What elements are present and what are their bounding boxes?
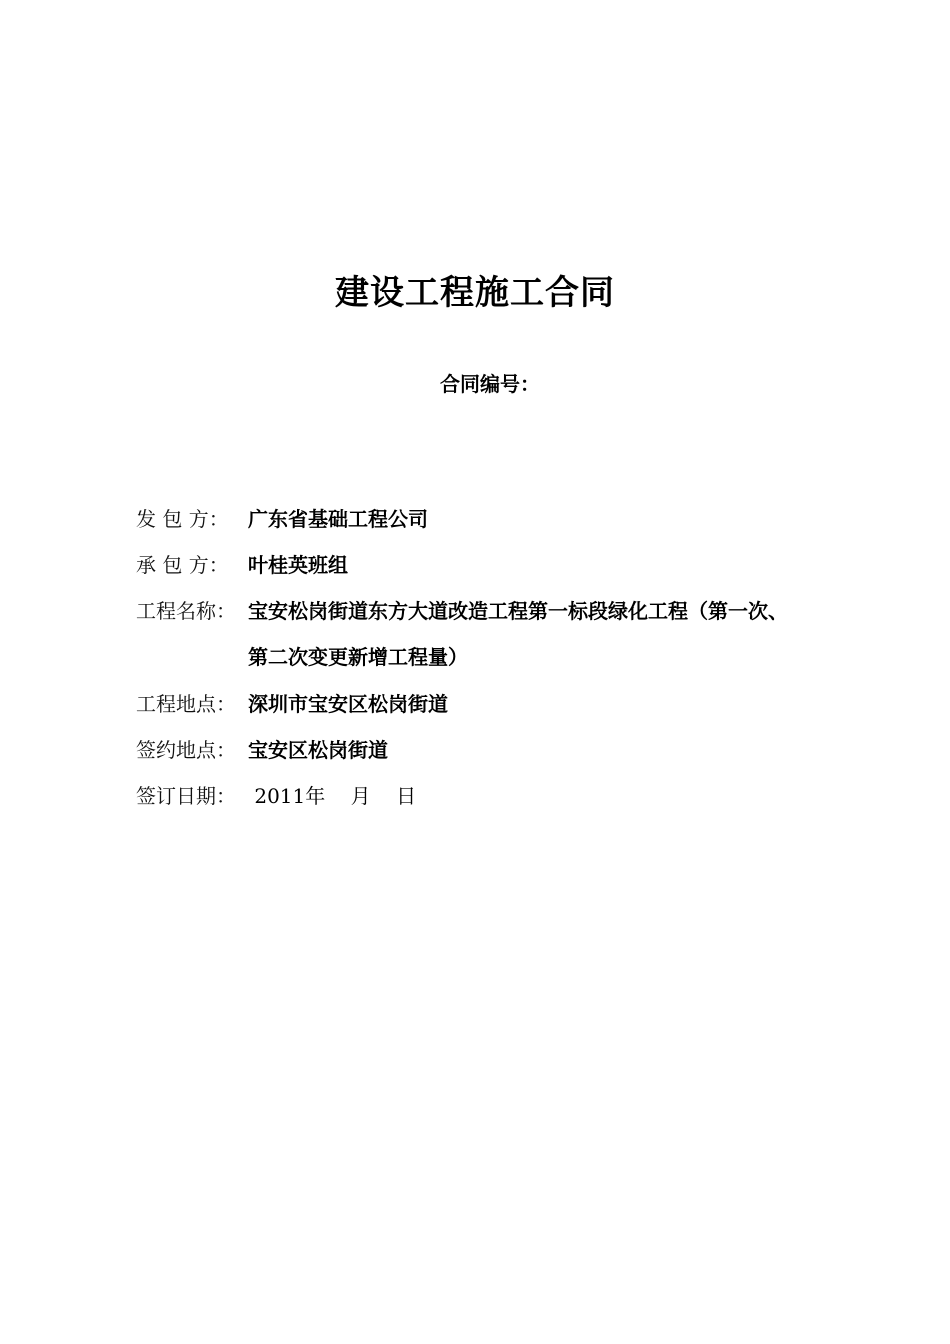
employer-value: 广东省基础工程公司 (248, 507, 428, 531)
signing-location-label: 签约地点： (136, 738, 236, 762)
project-location-label: 工程地点： (136, 692, 236, 716)
project-name-value-line1: 宝安松岗街道东方大道改造工程第一标段绿化工程（第一次、 (248, 599, 788, 623)
signing-date-value: 2011年 月 日 (248, 784, 417, 808)
contract-number-label: 合同编号： (440, 372, 540, 396)
employer-row (136, 502, 428, 536)
document-title: 建设工程施工合同 (335, 273, 615, 313)
signing-date-row (136, 779, 416, 813)
signing-date-label: 签订日期： (136, 784, 236, 808)
signing-location-row (136, 733, 388, 767)
project-name-row (136, 594, 788, 628)
contractor-value: 叶桂英班组 (248, 553, 348, 577)
project-location-row (136, 687, 448, 721)
contractor-row (136, 548, 348, 582)
project-name-value-line2: 第二次变更新增工程量） (248, 645, 468, 669)
employer-label: 发 包 方： (136, 507, 229, 531)
project-name-label: 工程名称： (136, 599, 236, 623)
signing-location-value: 宝安区松岗街道 (248, 738, 388, 762)
contractor-label: 承 包 方： (136, 553, 229, 577)
project-location-value: 深圳市宝安区松岗街道 (248, 692, 448, 716)
